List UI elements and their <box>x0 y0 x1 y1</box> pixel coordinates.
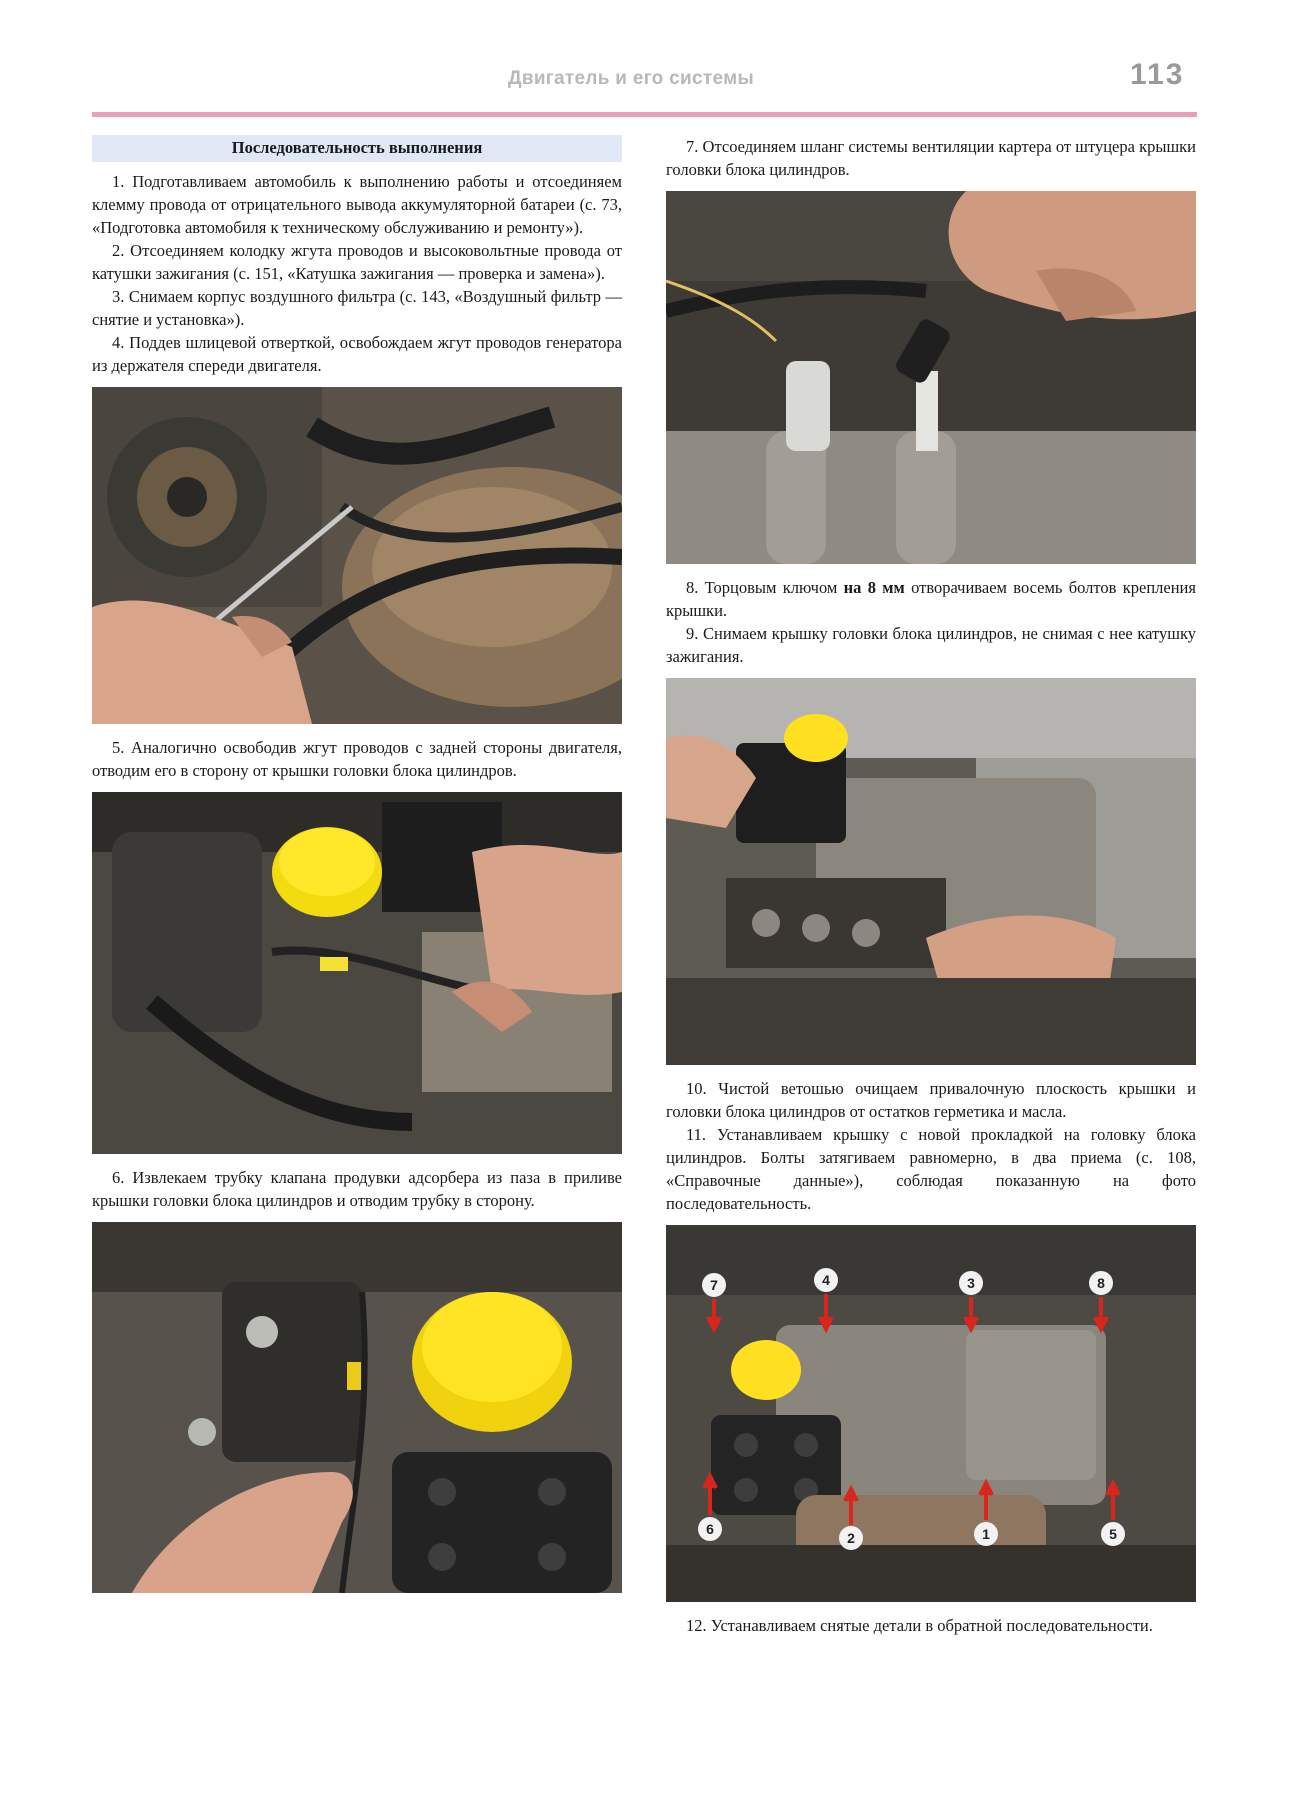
step-8-bold: на 8 мм <box>843 578 905 597</box>
step-12-text: 12. Устанавливаем снятые детали в обратной последовательности. <box>686 1616 1153 1635</box>
step-9-text: 9. Снимаем крышку головки блока цилиндров, не снимая с нее катушку зажигания. <box>666 624 1196 666</box>
photo-step-4 <box>92 387 622 724</box>
section-heading: Последовательность выполнения <box>92 135 622 162</box>
step-11-text: 11. Устанавливаем крышку с новой прокладкой на головку блока цилиндров. Болты затягиваем равномерно, в два приема (с. 108, «Справочные данные»), соблюдая показанную на фото последовательность. <box>666 1125 1196 1213</box>
step-2-text: 2. Отсоединяем колодку жгута проводов и высоковольтные провода от катушки зажигания (с. 151, «Катушка зажигания — проверка и замена»). <box>92 241 622 283</box>
step-8-after: отворачиваем восемь болтов крепления крышки. <box>666 578 1196 620</box>
bolt-marker-7-label: 7 <box>710 1277 718 1293</box>
bolt-marker-3-label: 3 <box>967 1275 975 1291</box>
left-column <box>92 135 622 1605</box>
step-1-text: 1. Подготавливаем автомобиль к выполнению работы и отсоединяем клемму провода от отрицательного вывода аккумуляторной батареи (с. 73, «Подготовка автомобиля к техническому обслуживанию и ремонту»). <box>92 172 622 237</box>
bolt-marker-4-label: 4 <box>822 1272 830 1288</box>
step-5-text: 5. Аналогично освободив жгут проводов с задней стороны двигателя, отводим его в сторону от крышки головки блока цилиндров. <box>92 738 622 780</box>
bolt-marker-1-label: 1 <box>982 1526 990 1542</box>
step-3-text: 3. Снимаем корпус воздушного фильтра (с. 143, «Воздушный фильтр — снятие и установка»). <box>92 287 622 329</box>
photo-bolt-sequence <box>666 1225 1196 1602</box>
bolt-marker-8-label: 8 <box>1097 1275 1105 1291</box>
right-column <box>666 135 1196 1637</box>
photo-step-9 <box>666 678 1196 1065</box>
step-4-text: 4. Поддев шлицевой отверткой, освобождаем жгут проводов генератора из держателя спереди двигателя. <box>92 333 622 375</box>
step-7-text: 7. Отсоединяем шланг системы вентиляции картера от штуцера крышки головки блока цилиндров. <box>666 137 1196 179</box>
step-8-before: 8. Торцовым ключом <box>686 578 844 597</box>
header-rule <box>92 112 1197 117</box>
photo-step-5 <box>92 792 622 1154</box>
step-10-text: 10. Чистой ветошью очищаем привалочную плоскость крышки и головки блока цилиндров от остатков герметика и масла. <box>666 1079 1196 1121</box>
running-header-title: Двигатель и его системы <box>508 68 754 89</box>
step-6-text: 6. Извлекаем трубку клапана продувки адсорбера из паза в приливе крышки головки блока цилиндров и отводим трубку в сторону. <box>92 1168 622 1210</box>
bolt-marker-5-label: 5 <box>1109 1526 1117 1542</box>
bolt-marker-2-label: 2 <box>847 1530 855 1546</box>
photo-step-6 <box>92 1222 622 1593</box>
step-8-text <box>666 576 1196 622</box>
bolt-marker-6-label: 6 <box>706 1521 714 1537</box>
page-number: 113 <box>1130 58 1185 91</box>
photo-step-7 <box>666 191 1196 564</box>
